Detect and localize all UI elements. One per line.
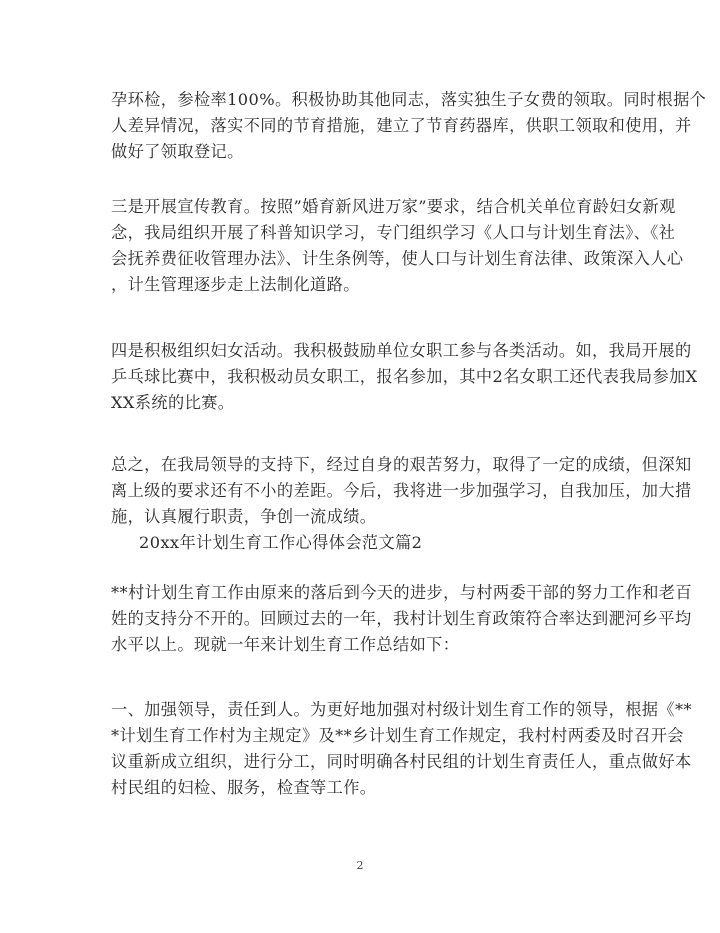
text-line: ，计生管理逐步走上法制化道路。 [111,275,360,294]
text-line: 孕环检，参检率100%。积极协助其他同志，落实独生子女费的领取。同时根据个 [111,90,707,109]
text-line: 人差异情况，落实不同的节育措施，建立了节育药器库，供职工领取和使用，并 [111,116,692,135]
page-number: 2 [356,859,364,872]
text-line: **村计划生育工作由原来的落后到今天的进步，与村两委干部的努力工作和老百 [111,583,692,602]
text-line: 村民组的妇检、服务，检查等工作。 [111,778,377,797]
text-line: XX系统的比赛。 [111,393,235,412]
text-line: 水平以上。现就一年来计划生育工作总结如下： [111,635,460,654]
text-line: *计划生育工作村为主规定》及**乡计划生育工作规定，我村村两委及时召开会 [111,726,684,745]
text-line: 离上级的要求还有不小的差距。今后，我将进一步加强学习，自我加压，加大措 [111,481,692,500]
text-line: 乒乓球比赛中，我积极动员女职工，报名参加，其中2名女职工还代表我局参加X [111,367,698,386]
text-line: 一、加强领导，责任到人。为更好地加强对村级计划生育工作的领导，根据《** [111,700,692,719]
text-line: 议重新成立组织，进行分工，同时明确各村民组的计划生育责任人，重点做好本 [111,752,692,771]
section-heading: 20xx年计划生育工作心得体会范文篇2 [139,533,423,552]
paragraph-publicity-education [111,194,684,298]
paragraph-leadership [111,697,692,801]
text-line: 姓的支持分不开的。回顾过去的一年，我村计划生育政策符合率达到淝河乡平均 [111,609,692,628]
text-line: 会抚养费征收管理办法》、计生条例等，使人口与计划生育法律、政策深入人心 [111,249,684,268]
paragraph-women-activities [111,338,698,416]
text-line: 做好了领取登记。 [111,142,244,161]
text-line: 总之，在我局领导的支持下，经过自身的艰苦努力，取得了一定的成绩，但深知 [111,455,692,474]
paragraph-summary [111,452,692,530]
text-line: 四是积极组织妇女活动。我积极鼓励单位女职工参与各类活动。如，我局开展的 [111,341,692,360]
paragraph-family-planning-checks [111,87,707,165]
text-line: 念，我局组织开展了科普知识学习，专门组织学习《人口与计划生育法》、《社 [111,223,676,242]
text-line: 三是开展宣传教育。按照”婚育新风进万家”要求，结合机关单位育龄妇女新观 [111,197,676,216]
text-line: 施，认真履行职责，争创一流成绩。 [111,507,377,526]
paragraph-village-intro [111,580,692,658]
